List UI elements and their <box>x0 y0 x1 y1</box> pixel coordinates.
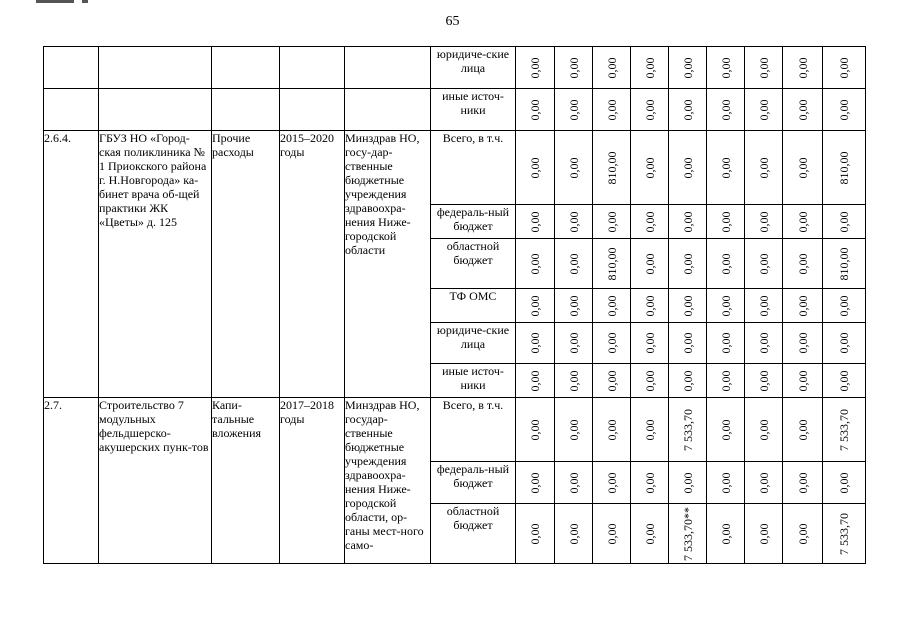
amount-cell <box>669 289 707 323</box>
executor: Минздрав НО, госу-дар-ственные бюджетные учреждения здравоохра-нения Ниже-городской области <box>345 131 431 398</box>
amount-value: 0,00 <box>642 253 657 274</box>
amount-value: 0,00 <box>566 332 581 354</box>
amount-cell <box>516 398 555 462</box>
amount-value: 0,00 <box>604 332 619 354</box>
amount-cell <box>823 504 866 564</box>
amount-cell <box>631 89 669 131</box>
amount-value: 0,00 <box>528 472 542 493</box>
amount-value: 810,00 <box>837 151 851 184</box>
amount-value: 0,00 <box>566 472 581 493</box>
amount-value: 0,00 <box>837 332 851 354</box>
amount-cell <box>707 398 745 462</box>
amount-value: 0,00 <box>528 99 542 120</box>
amount-cell <box>555 504 593 564</box>
amount-cell <box>555 364 593 398</box>
amount-value: 0,00 <box>756 295 771 316</box>
period: 2017–2018 годы <box>280 398 345 564</box>
amount-cell <box>823 289 866 323</box>
amount-cell <box>745 289 783 323</box>
amount-value: 0,00 <box>837 211 851 232</box>
amount-cell <box>745 504 783 564</box>
amount-value: 0,00 <box>680 99 695 120</box>
amount-cell <box>593 462 631 504</box>
amount-value: 0,00 <box>718 295 733 316</box>
amount-value: 0,00 <box>756 472 771 493</box>
amount-value: 0,00 <box>837 57 851 78</box>
amount-value: 0,00 <box>756 419 771 440</box>
funding-source: иные источ-ники <box>431 89 516 131</box>
empty-cell <box>345 47 431 89</box>
amount-cell <box>516 504 555 564</box>
amount-value: 0,00 <box>642 99 657 120</box>
amount-value: 0,00 <box>718 157 733 178</box>
amount-cell <box>516 364 555 398</box>
amount-cell <box>823 89 866 131</box>
amount-cell <box>516 239 555 289</box>
amount-value: 0,00 <box>642 332 657 354</box>
amount-value: 0,00 <box>756 57 771 78</box>
amount-cell <box>745 398 783 462</box>
amount-value: 0,00 <box>566 57 581 78</box>
amount-cell <box>783 462 823 504</box>
row-number: 2.7. <box>44 398 99 564</box>
cost-type: Капи-тальные вложения <box>212 398 280 564</box>
amount-cell <box>631 364 669 398</box>
amount-cell <box>783 239 823 289</box>
amount-cell <box>555 323 593 364</box>
amount-cell <box>707 504 745 564</box>
funding-source: областной бюджет <box>431 239 516 289</box>
amount-cell <box>669 47 707 89</box>
amount-cell <box>823 323 866 364</box>
amount-cell <box>669 504 707 564</box>
amount-value: 0,00 <box>528 157 542 178</box>
amount-value: 0,00 <box>756 157 771 178</box>
page-number: 65 <box>445 14 460 29</box>
amount-cell <box>631 398 669 462</box>
amount-value: 0,00 <box>680 472 695 493</box>
amount-value: 0,00 <box>795 523 810 544</box>
amount-cell <box>745 89 783 131</box>
amount-value: 0,00 <box>680 57 695 78</box>
amount-value: 0,00 <box>718 99 733 120</box>
amount-cell <box>823 47 866 89</box>
amount-value: 0,00 <box>837 370 851 391</box>
amount-value: 0,00 <box>566 370 581 391</box>
amount-cell <box>745 323 783 364</box>
funding-source: юридиче-ские лица <box>431 47 516 89</box>
amount-value: 0,00 <box>680 157 695 178</box>
amount-value: 0,00 <box>680 370 695 391</box>
amount-value: 0,00 <box>795 211 810 232</box>
row-number: 2.6.4. <box>44 131 99 398</box>
amount-cell <box>783 89 823 131</box>
amount-cell <box>669 131 707 205</box>
amount-value: 0,00 <box>795 370 810 391</box>
amount-value: 0,00 <box>528 370 542 391</box>
empty-cell <box>99 47 212 89</box>
table-body <box>44 47 866 564</box>
amount-cell <box>516 323 555 364</box>
amount-value: 7 533,70** <box>680 506 695 561</box>
amount-value: 0,00 <box>642 472 657 493</box>
amount-value: 0,00 <box>528 253 542 274</box>
amount-value: 0,00 <box>528 332 542 354</box>
amount-cell <box>669 398 707 462</box>
amount-cell <box>707 205 745 239</box>
amount-cell <box>783 398 823 462</box>
funding-source: Всего, в т.ч. <box>431 131 516 205</box>
amount-cell <box>745 364 783 398</box>
amount-cell <box>555 462 593 504</box>
amount-value: 0,00 <box>837 295 851 316</box>
amount-value: 0,00 <box>642 295 657 316</box>
amount-value: 7 533,70 <box>837 408 851 451</box>
funding-source: областной бюджет <box>431 504 516 564</box>
amount-value: 810,00 <box>837 247 851 280</box>
amount-value: 0,00 <box>604 472 619 493</box>
amount-value: 0,00 <box>795 157 810 178</box>
amount-value: 0,00 <box>528 523 542 544</box>
amount-value: 0,00 <box>604 295 619 316</box>
amount-cell <box>516 462 555 504</box>
amount-cell <box>555 289 593 323</box>
amount-cell <box>555 398 593 462</box>
amount-value: 0,00 <box>566 157 581 178</box>
amount-value: 0,00 <box>680 253 695 274</box>
amount-value: 0,00 <box>680 295 695 316</box>
amount-cell <box>745 205 783 239</box>
amount-cell <box>631 289 669 323</box>
amount-value: 810,00 <box>604 247 619 280</box>
amount-value: 0,00 <box>566 523 581 544</box>
amount-value: 0,00 <box>756 211 771 232</box>
table-row <box>44 89 866 131</box>
amount-cell <box>707 89 745 131</box>
amount-cell <box>669 323 707 364</box>
amount-cell <box>783 323 823 364</box>
empty-cell <box>345 89 431 131</box>
amount-value: 0,00 <box>604 211 619 232</box>
amount-cell <box>707 131 745 205</box>
executor: Минздрав НО, государ-ственные бюджетные учреждения здравоохра-нения Ниже-городской области, ор-ганы мест-ного само- <box>345 398 431 564</box>
budget-table <box>43 46 866 564</box>
amount-cell <box>631 47 669 89</box>
amount-value: 0,00 <box>566 295 581 316</box>
amount-value: 0,00 <box>718 419 733 440</box>
table-row <box>44 47 866 89</box>
amount-cell <box>516 205 555 239</box>
amount-value: 0,00 <box>837 472 851 493</box>
amount-value: 0,00 <box>528 57 542 78</box>
amount-value: 0,00 <box>756 99 771 120</box>
amount-cell <box>823 398 866 462</box>
amount-value: 0,00 <box>837 99 851 120</box>
amount-value: 0,00 <box>795 419 810 440</box>
amount-value: 0,00 <box>795 57 810 78</box>
amount-value: 0,00 <box>718 253 733 274</box>
amount-cell <box>823 131 866 205</box>
amount-value: 0,00 <box>528 295 542 316</box>
amount-value: 0,00 <box>566 253 581 274</box>
amount-value: 0,00 <box>642 57 657 78</box>
amount-cell <box>593 398 631 462</box>
amount-cell <box>783 205 823 239</box>
scan-mark-left <box>36 0 74 3</box>
amount-value: 0,00 <box>718 57 733 78</box>
funding-source: федераль-ный бюджет <box>431 205 516 239</box>
amount-value: 0,00 <box>680 211 695 232</box>
amount-cell <box>593 89 631 131</box>
funding-source: Всего, в т.ч. <box>431 398 516 462</box>
amount-value: 0,00 <box>528 419 542 440</box>
amount-cell <box>669 205 707 239</box>
amount-value: 0,00 <box>795 295 810 316</box>
amount-value: 0,00 <box>566 211 581 232</box>
empty-cell <box>44 89 99 131</box>
amount-cell <box>783 289 823 323</box>
amount-value: 0,00 <box>604 99 619 120</box>
amount-cell <box>555 131 593 205</box>
amount-value: 0,00 <box>604 57 619 78</box>
empty-cell <box>99 89 212 131</box>
amount-cell <box>783 364 823 398</box>
amount-value: 0,00 <box>642 211 657 232</box>
amount-cell <box>516 131 555 205</box>
amount-cell <box>745 239 783 289</box>
amount-value: 0,00 <box>756 523 771 544</box>
funding-source: федераль-ный бюджет <box>431 462 516 504</box>
amount-cell <box>555 205 593 239</box>
amount-value: 0,00 <box>604 523 619 544</box>
amount-cell <box>707 462 745 504</box>
amount-value: 0,00 <box>642 523 657 544</box>
amount-cell <box>631 205 669 239</box>
amount-cell <box>707 239 745 289</box>
amount-cell <box>783 131 823 205</box>
amount-cell <box>593 239 631 289</box>
amount-value: 0,00 <box>718 523 733 544</box>
amount-cell <box>555 239 593 289</box>
amount-value: 0,00 <box>718 472 733 493</box>
amount-cell <box>707 323 745 364</box>
amount-cell <box>555 47 593 89</box>
amount-cell <box>745 462 783 504</box>
amount-cell <box>593 131 631 205</box>
funding-source: иные источ-ники <box>431 364 516 398</box>
amount-cell <box>745 131 783 205</box>
scan-mark-right <box>82 0 88 3</box>
amount-value: 0,00 <box>642 419 657 440</box>
amount-cell <box>593 205 631 239</box>
amount-value: 0,00 <box>718 332 733 354</box>
amount-cell <box>631 323 669 364</box>
amount-cell <box>669 364 707 398</box>
amount-value: 0,00 <box>756 332 771 354</box>
amount-cell <box>631 131 669 205</box>
empty-cell <box>212 47 280 89</box>
amount-cell <box>783 504 823 564</box>
amount-cell <box>669 239 707 289</box>
amount-value: 0,00 <box>604 419 619 440</box>
amount-cell <box>516 289 555 323</box>
amount-cell <box>669 89 707 131</box>
amount-cell <box>555 89 593 131</box>
amount-cell <box>823 462 866 504</box>
amount-value: 0,00 <box>795 99 810 120</box>
amount-value: 0,00 <box>680 332 695 354</box>
amount-cell <box>783 47 823 89</box>
amount-cell <box>707 364 745 398</box>
empty-cell <box>44 47 99 89</box>
amount-value: 0,00 <box>718 211 733 232</box>
amount-cell <box>823 239 866 289</box>
amount-value: 0,00 <box>795 253 810 274</box>
empty-cell <box>280 47 345 89</box>
amount-cell <box>823 205 866 239</box>
amount-value: 0,00 <box>604 370 619 391</box>
amount-value: 0,00 <box>795 332 810 354</box>
object-name: Строительство 7 модульных фельдшерско-акушерских пунк-тов <box>99 398 212 564</box>
amount-cell <box>593 289 631 323</box>
amount-cell <box>707 289 745 323</box>
amount-cell <box>593 47 631 89</box>
amount-value: 0,00 <box>642 157 657 178</box>
amount-cell <box>516 47 555 89</box>
amount-value: 0,00 <box>528 211 542 232</box>
amount-value: 0,00 <box>566 99 581 120</box>
amount-value: 0,00 <box>756 253 771 274</box>
amount-value: 0,00 <box>795 472 810 493</box>
table-row <box>44 131 866 205</box>
object-name: ГБУЗ НО «Город-ская поликлиника № 1 Приокского района г. Н.Новгорода» ка-бинет врача об-щей практики ЖК «Цветы» д. 125 <box>99 131 212 398</box>
amount-cell <box>745 47 783 89</box>
amount-value: 0,00 <box>718 370 733 391</box>
amount-cell <box>631 462 669 504</box>
amount-value: 0,00 <box>642 370 657 391</box>
amount-cell <box>823 364 866 398</box>
amount-cell <box>593 323 631 364</box>
amount-cell <box>593 364 631 398</box>
amount-value: 7 533,70 <box>837 512 851 555</box>
amount-cell <box>593 504 631 564</box>
table-row <box>44 398 866 462</box>
amount-value: 810,00 <box>604 151 619 184</box>
amount-value: 0,00 <box>756 370 771 391</box>
amount-cell <box>669 462 707 504</box>
amount-cell <box>631 504 669 564</box>
amount-cell <box>631 239 669 289</box>
cost-type: Прочие расходы <box>212 131 280 398</box>
funding-source: юридиче-ские лица <box>431 323 516 364</box>
amount-cell <box>516 89 555 131</box>
empty-cell <box>280 89 345 131</box>
empty-cell <box>212 89 280 131</box>
amount-value: 0,00 <box>566 419 581 440</box>
amount-value: 7 533,70 <box>680 408 695 451</box>
amount-cell <box>707 47 745 89</box>
period: 2015–2020 годы <box>280 131 345 398</box>
funding-source: ТФ ОМС <box>431 289 516 323</box>
